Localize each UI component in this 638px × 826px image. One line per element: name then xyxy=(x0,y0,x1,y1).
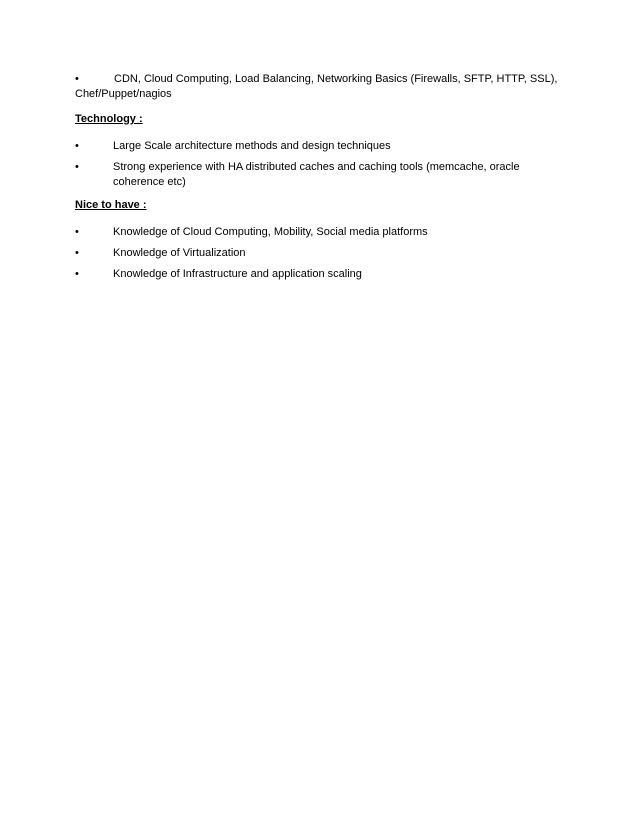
list-item xyxy=(75,225,565,240)
list-item-text: Knowledge of Infrastructure and application scaling xyxy=(113,268,362,280)
bullet-icon: • xyxy=(75,268,79,280)
intro-bullet xyxy=(75,72,565,102)
bullet-icon: • xyxy=(75,161,79,173)
intro-text: CDN, Cloud Computing, Load Balancing, Networking Basics (Firewalls, SFTP, HTTP, SSL), Chef/Puppet/nagios xyxy=(75,73,558,100)
list-item-text: Knowledge of Cloud Computing, Mobility, Social media platforms xyxy=(113,226,428,238)
list-item-text: Knowledge of Virtualization xyxy=(113,247,246,259)
bullet-icon: • xyxy=(75,226,79,238)
technology-list xyxy=(75,139,565,190)
list-item xyxy=(75,139,565,154)
nice-to-have-heading: Nice to have : xyxy=(75,199,147,211)
list-item xyxy=(75,267,565,282)
list-item-text: Strong experience with HA distributed caches and caching tools (memcache, oracle coherence etc) xyxy=(113,161,520,188)
document-page xyxy=(75,72,565,290)
list-item xyxy=(75,246,565,261)
list-item xyxy=(75,160,565,190)
bullet-icon: • xyxy=(75,140,79,152)
bullet-icon: • xyxy=(75,247,79,259)
nice-to-have-list xyxy=(75,225,565,282)
list-item-text: Large Scale architecture methods and design techniques xyxy=(113,140,391,152)
bullet-icon: • xyxy=(75,73,79,85)
technology-heading: Technology : xyxy=(75,113,143,125)
